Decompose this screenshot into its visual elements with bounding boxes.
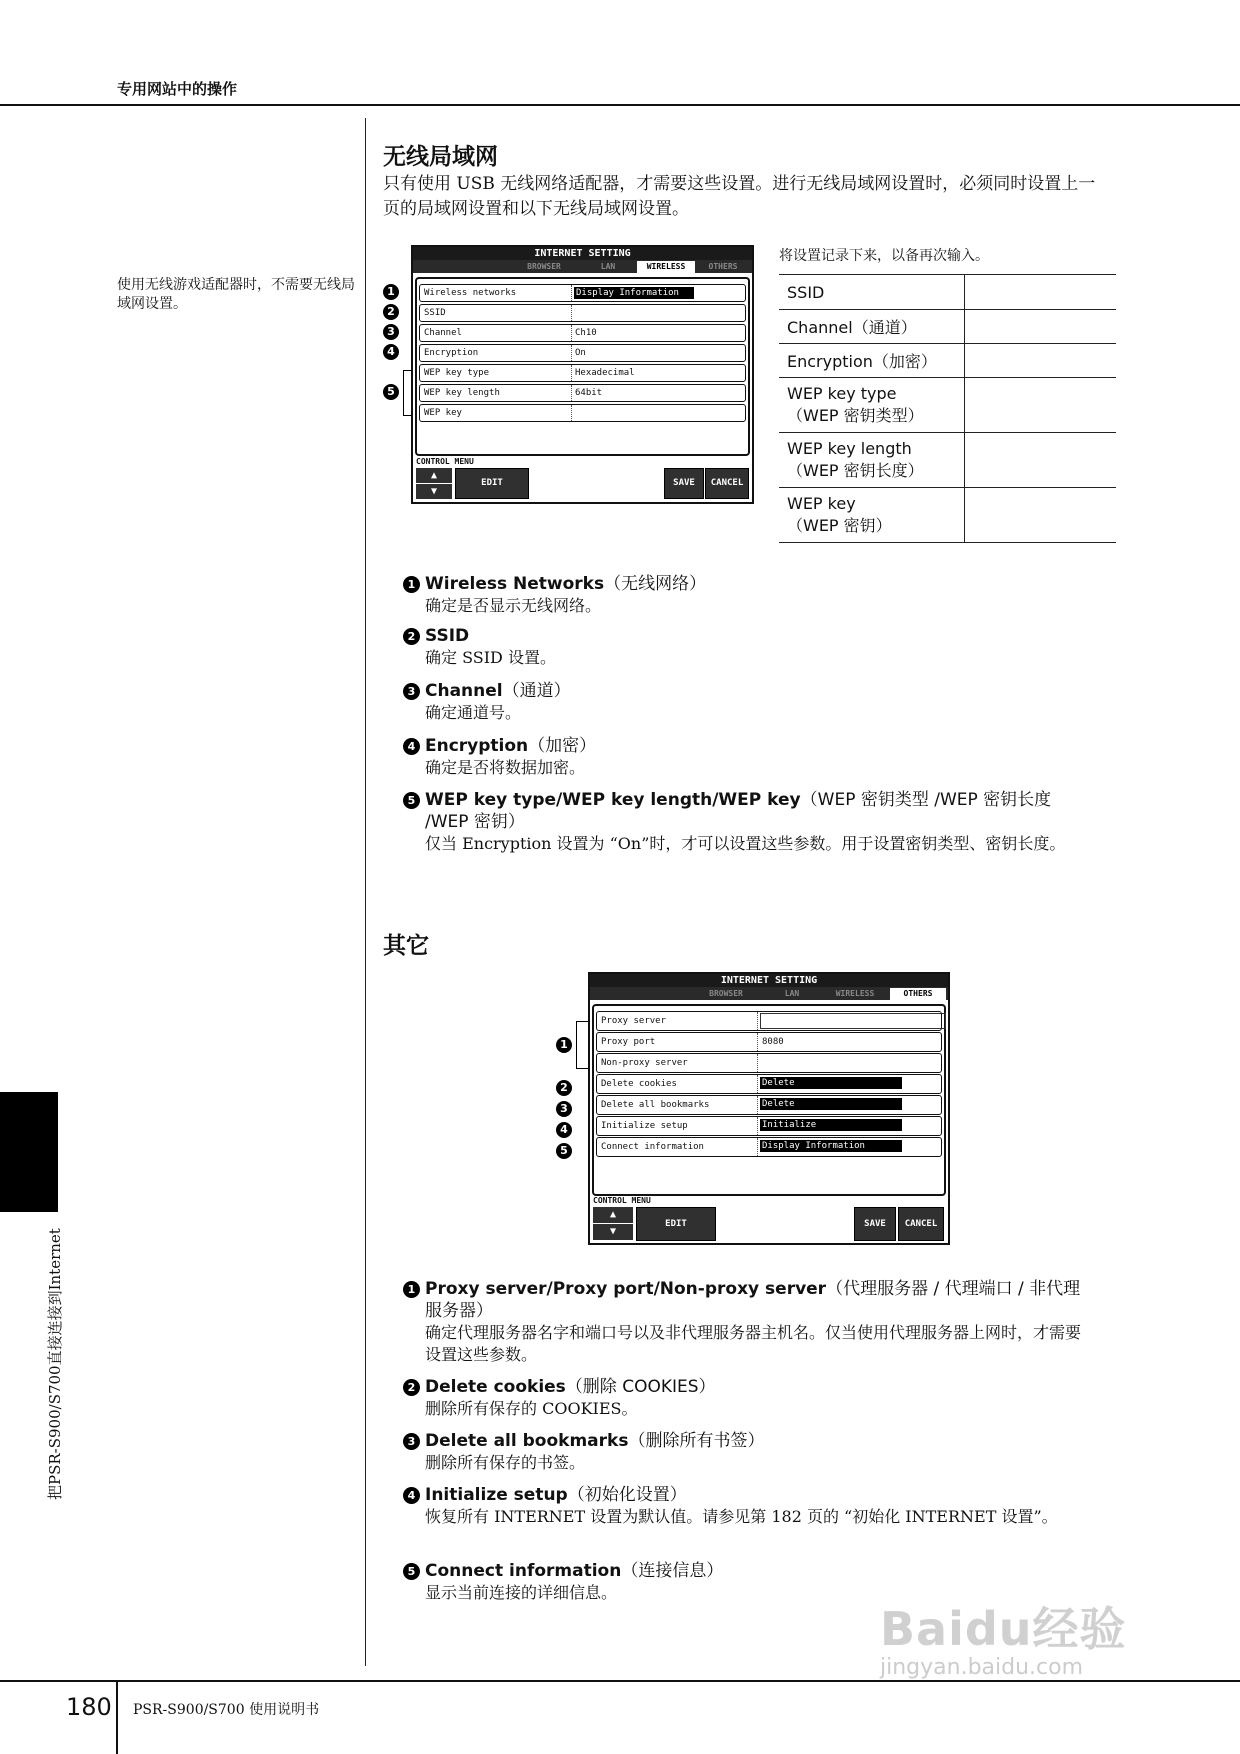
- record-label: SSID: [779, 275, 965, 310]
- row-connect-information[interactable]: [596, 1137, 942, 1157]
- row-separator: [571, 305, 572, 321]
- initialize-button[interactable]: Initialize: [760, 1119, 902, 1131]
- tab-lan[interactable]: LAN: [784, 989, 800, 998]
- item-description: 确定是否显示无线网络。: [425, 596, 602, 615]
- item-title-cn: （初始化设置）: [567, 1485, 687, 1505]
- row-label: WEP key length: [424, 388, 500, 398]
- record-note: 将设置记录下来，以备再次输入。: [779, 248, 989, 264]
- table-row: [779, 378, 1116, 433]
- list-item: [403, 625, 1093, 669]
- row-proxy-port[interactable]: [596, 1032, 942, 1052]
- callout-4: 4: [383, 344, 399, 360]
- record-blank: [965, 310, 1117, 344]
- row-label: Wireless networks: [424, 288, 517, 298]
- display-information-button[interactable]: Display Information: [760, 1140, 902, 1152]
- tab-browser[interactable]: BROWSER: [527, 262, 561, 271]
- tab-wireless[interactable]: WIRELESS: [637, 261, 695, 273]
- item-title-cn: （连接信息）: [621, 1561, 724, 1581]
- row-label: Connect information: [601, 1142, 704, 1152]
- others-settings-screen: [588, 972, 950, 1245]
- settings-record-table: [779, 274, 1116, 543]
- item-number: 1: [403, 1281, 420, 1298]
- chapter-tab: [0, 1092, 58, 1212]
- row-wireless-networks[interactable]: [419, 284, 746, 302]
- item-title: WEP key type/WEP key length/WEP key: [425, 790, 801, 810]
- up-arrow-icon[interactable]: ▲: [593, 1207, 633, 1223]
- row-value-button[interactable]: Display Information: [574, 287, 694, 299]
- item-title-cn: （加密）: [528, 736, 597, 756]
- screen-title: INTERNET SETTING: [413, 247, 752, 260]
- screen-title: INTERNET SETTING: [590, 974, 948, 987]
- item-number: 4: [403, 738, 420, 755]
- cancel-button[interactable]: CANCEL: [898, 1207, 944, 1241]
- item-title: Channel: [425, 681, 503, 701]
- tab-wireless[interactable]: WIRELESS: [835, 989, 875, 998]
- row-delete-cookies[interactable]: [596, 1074, 942, 1094]
- control-menu-label: CONTROL MENU: [593, 1196, 651, 1205]
- row-separator: [757, 1138, 758, 1156]
- callout-5: 5: [556, 1143, 572, 1159]
- save-button[interactable]: SAVE: [854, 1207, 896, 1241]
- callout-3: 3: [556, 1101, 572, 1117]
- row-initialize-setup[interactable]: [596, 1116, 942, 1136]
- list-item: [403, 1376, 1093, 1420]
- item-description: 删除所有保存的 COOKIES。: [425, 1399, 638, 1418]
- item-number: 2: [403, 628, 420, 645]
- down-arrow-icon[interactable]: ▼: [416, 484, 452, 499]
- item-title-cn: （删除 COOKIES）: [565, 1377, 716, 1397]
- row-label: Proxy server: [601, 1016, 667, 1026]
- item-description: 确定是否将数据加密。: [425, 758, 586, 777]
- edit-button[interactable]: EDIT: [455, 468, 529, 499]
- row-label: WEP key type: [424, 368, 490, 378]
- callout-5: 5: [383, 384, 399, 400]
- item-title: SSID: [425, 626, 470, 646]
- item-description: 确定通道号。: [425, 703, 522, 722]
- callout-2: 2: [556, 1080, 572, 1096]
- section-intro-wireless: 只有使用 USB 无线网络适配器，才需要这些设置。进行无线局域网设置时，必须同时设置上一页的局域网设置和以下无线局域网设置。: [383, 174, 1096, 219]
- row-separator: [757, 1033, 758, 1051]
- record-blank: [965, 433, 1117, 488]
- save-button[interactable]: SAVE: [664, 468, 704, 499]
- row-label: Initialize setup: [601, 1121, 688, 1131]
- row-value: Ch10: [575, 328, 597, 338]
- tab-others[interactable]: OTHERS: [708, 262, 738, 271]
- footer-rule: [0, 1680, 1240, 1682]
- list-item: [403, 789, 1093, 855]
- row-separator: [757, 1054, 758, 1072]
- list-item: [403, 1278, 1093, 1366]
- row-label: Non-proxy server: [601, 1058, 688, 1068]
- item-title: Wireless Networks: [425, 574, 605, 594]
- record-blank: [965, 344, 1117, 378]
- tab-others[interactable]: OTHERS: [890, 988, 946, 1000]
- row-ssid[interactable]: [419, 304, 746, 322]
- row-separator: [757, 1075, 758, 1093]
- down-arrow-icon[interactable]: ▼: [593, 1224, 633, 1240]
- row-separator: [571, 365, 572, 381]
- item-title-cn: （代理服务器 / 代理端口 / 非代理服务器）: [425, 1279, 1081, 1321]
- row-label: Encryption: [424, 348, 479, 358]
- settings-panel: [415, 277, 750, 456]
- item-description: 仅当 Encryption 设置为 “On”时，才可以设置这些参数。用于设置密钥类型、密钥长度。: [425, 834, 1066, 853]
- footer-divider: [116, 1680, 118, 1754]
- side-note: 使用无线游戏适配器时，不需要无线局域网设置。: [117, 277, 355, 312]
- wireless-settings-screen: [411, 245, 754, 504]
- row-value: 64bit: [575, 388, 603, 398]
- item-title: Encryption: [425, 736, 529, 756]
- record-label: WEP key （WEP 密钥）: [779, 488, 965, 543]
- row-non-proxy-server[interactable]: [596, 1053, 942, 1073]
- page-number: 180: [66, 1693, 112, 1721]
- chapter-tab-label: 把PSR-S900/S700直接连接到Internet: [46, 1228, 64, 1500]
- row-separator: [571, 325, 572, 341]
- item-description: 确定代理服务器名字和端口号以及非代理服务器主机名。仅当使用代理服务器上网时，才需要设置这些参数。: [425, 1323, 1082, 1364]
- item-title: Delete cookies: [425, 1377, 566, 1397]
- row-wep-key-length[interactable]: [419, 384, 746, 402]
- item-number: 3: [403, 1433, 420, 1450]
- tab-bar: [413, 260, 752, 273]
- item-description: 恢复所有 INTERNET 设置为默认值。请参见第 182 页的 “初始化 INTERNET 设置”。: [425, 1507, 1058, 1526]
- baidu-watermark-logo: Baidu经验: [880, 1602, 1127, 1656]
- record-label: Channel（通道）: [779, 310, 965, 344]
- section-title-others: 其它: [383, 933, 429, 959]
- delete-bookmarks-button[interactable]: Delete: [760, 1098, 902, 1110]
- item-title: Delete all bookmarks: [425, 1431, 629, 1451]
- row-wep-key[interactable]: [419, 404, 746, 422]
- row-proxy-server[interactable]: [596, 1011, 942, 1031]
- item-description: 删除所有保存的书签。: [425, 1453, 586, 1472]
- callout-3: 3: [383, 324, 399, 340]
- item-title-cn: （删除所有书签）: [628, 1431, 765, 1451]
- item-number: 5: [403, 1563, 420, 1580]
- item-number: 2: [403, 1379, 420, 1396]
- row-delete-bookmarks[interactable]: [596, 1095, 942, 1115]
- row-value: 8080: [762, 1037, 784, 1047]
- item-number: 5: [403, 792, 420, 809]
- item-description: 确定 SSID 设置。: [425, 648, 556, 667]
- section-title-wireless: 无线局域网: [383, 144, 498, 170]
- tab-lan[interactable]: LAN: [600, 262, 616, 271]
- row-separator: [571, 405, 572, 421]
- proxy-server-input[interactable]: [760, 1013, 946, 1029]
- callout-2: 2: [383, 304, 399, 320]
- table-row: [779, 433, 1116, 488]
- tab-browser[interactable]: BROWSER: [709, 989, 743, 998]
- record-label: WEP key length （WEP 密钥长度）: [779, 433, 965, 488]
- control-menu-label: CONTROL MENU: [416, 457, 474, 466]
- row-separator: [571, 285, 572, 301]
- record-blank: [965, 488, 1117, 543]
- item-number: 1: [403, 576, 420, 593]
- row-value: Hexadecimal: [575, 368, 635, 378]
- edit-button[interactable]: EDIT: [636, 1207, 716, 1241]
- callout-4: 4: [556, 1122, 572, 1138]
- item-title-cn: （WEP 密钥类型 /WEP 密钥长度 /WEP 密钥）: [425, 790, 1052, 832]
- item-title: Initialize setup: [425, 1485, 568, 1505]
- list-item: [403, 573, 1093, 617]
- record-blank: [965, 378, 1117, 433]
- item-title: Connect information: [425, 1561, 622, 1581]
- table-row: [779, 310, 1116, 344]
- tab-bar: [590, 987, 948, 1000]
- table-row: [779, 344, 1116, 378]
- item-title: Proxy server/Proxy port/Non-proxy server: [425, 1279, 827, 1299]
- running-header: 专用网站中的操作: [117, 80, 238, 98]
- row-separator: [571, 385, 572, 401]
- list-item: [403, 1484, 1093, 1528]
- row-separator: [571, 345, 572, 361]
- record-label: Encryption（加密）: [779, 344, 965, 378]
- item-title-cn: （通道）: [502, 681, 571, 701]
- row-separator: [757, 1117, 758, 1135]
- row-value: On: [575, 348, 586, 358]
- manual-title: PSR-S900/S700 使用说明书: [133, 1702, 320, 1718]
- row-label: SSID: [424, 308, 446, 318]
- list-item: [403, 1430, 1093, 1474]
- column-divider: [365, 118, 366, 1666]
- row-label: Delete all bookmarks: [601, 1100, 710, 1110]
- callout-1: 1: [556, 1037, 572, 1053]
- callout-1-bracket: [576, 1021, 589, 1069]
- item-title-cn: （无线网络）: [604, 574, 707, 594]
- row-label: Proxy port: [601, 1037, 656, 1047]
- list-item: [403, 680, 1093, 724]
- baidu-watermark-url: jingyan.baidu.com: [880, 1655, 1084, 1680]
- row-label: Delete cookies: [601, 1079, 677, 1089]
- record-blank: [965, 275, 1117, 310]
- row-separator: [757, 1096, 758, 1114]
- item-number: 4: [403, 1487, 420, 1504]
- settings-panel: [592, 1004, 946, 1196]
- row-label: Channel: [424, 328, 462, 338]
- callout-1: 1: [383, 284, 399, 300]
- row-encryption[interactable]: [419, 344, 746, 362]
- callout-5-bracket: [403, 370, 412, 416]
- record-label: WEP key type （WEP 密钥类型）: [779, 378, 965, 433]
- cancel-button[interactable]: CANCEL: [705, 468, 749, 499]
- item-number: 3: [403, 683, 420, 700]
- row-wep-key-type[interactable]: [419, 364, 746, 382]
- table-row: [779, 275, 1116, 310]
- list-item: [403, 735, 1093, 779]
- item-description: 显示当前连接的详细信息。: [425, 1583, 618, 1602]
- table-row: [779, 488, 1116, 543]
- delete-cookies-button[interactable]: Delete: [760, 1077, 902, 1089]
- row-channel[interactable]: [419, 324, 746, 342]
- up-arrow-icon[interactable]: ▲: [416, 468, 452, 483]
- header-rule: [0, 104, 1240, 106]
- row-separator: [757, 1012, 758, 1030]
- row-label: WEP key: [424, 408, 462, 418]
